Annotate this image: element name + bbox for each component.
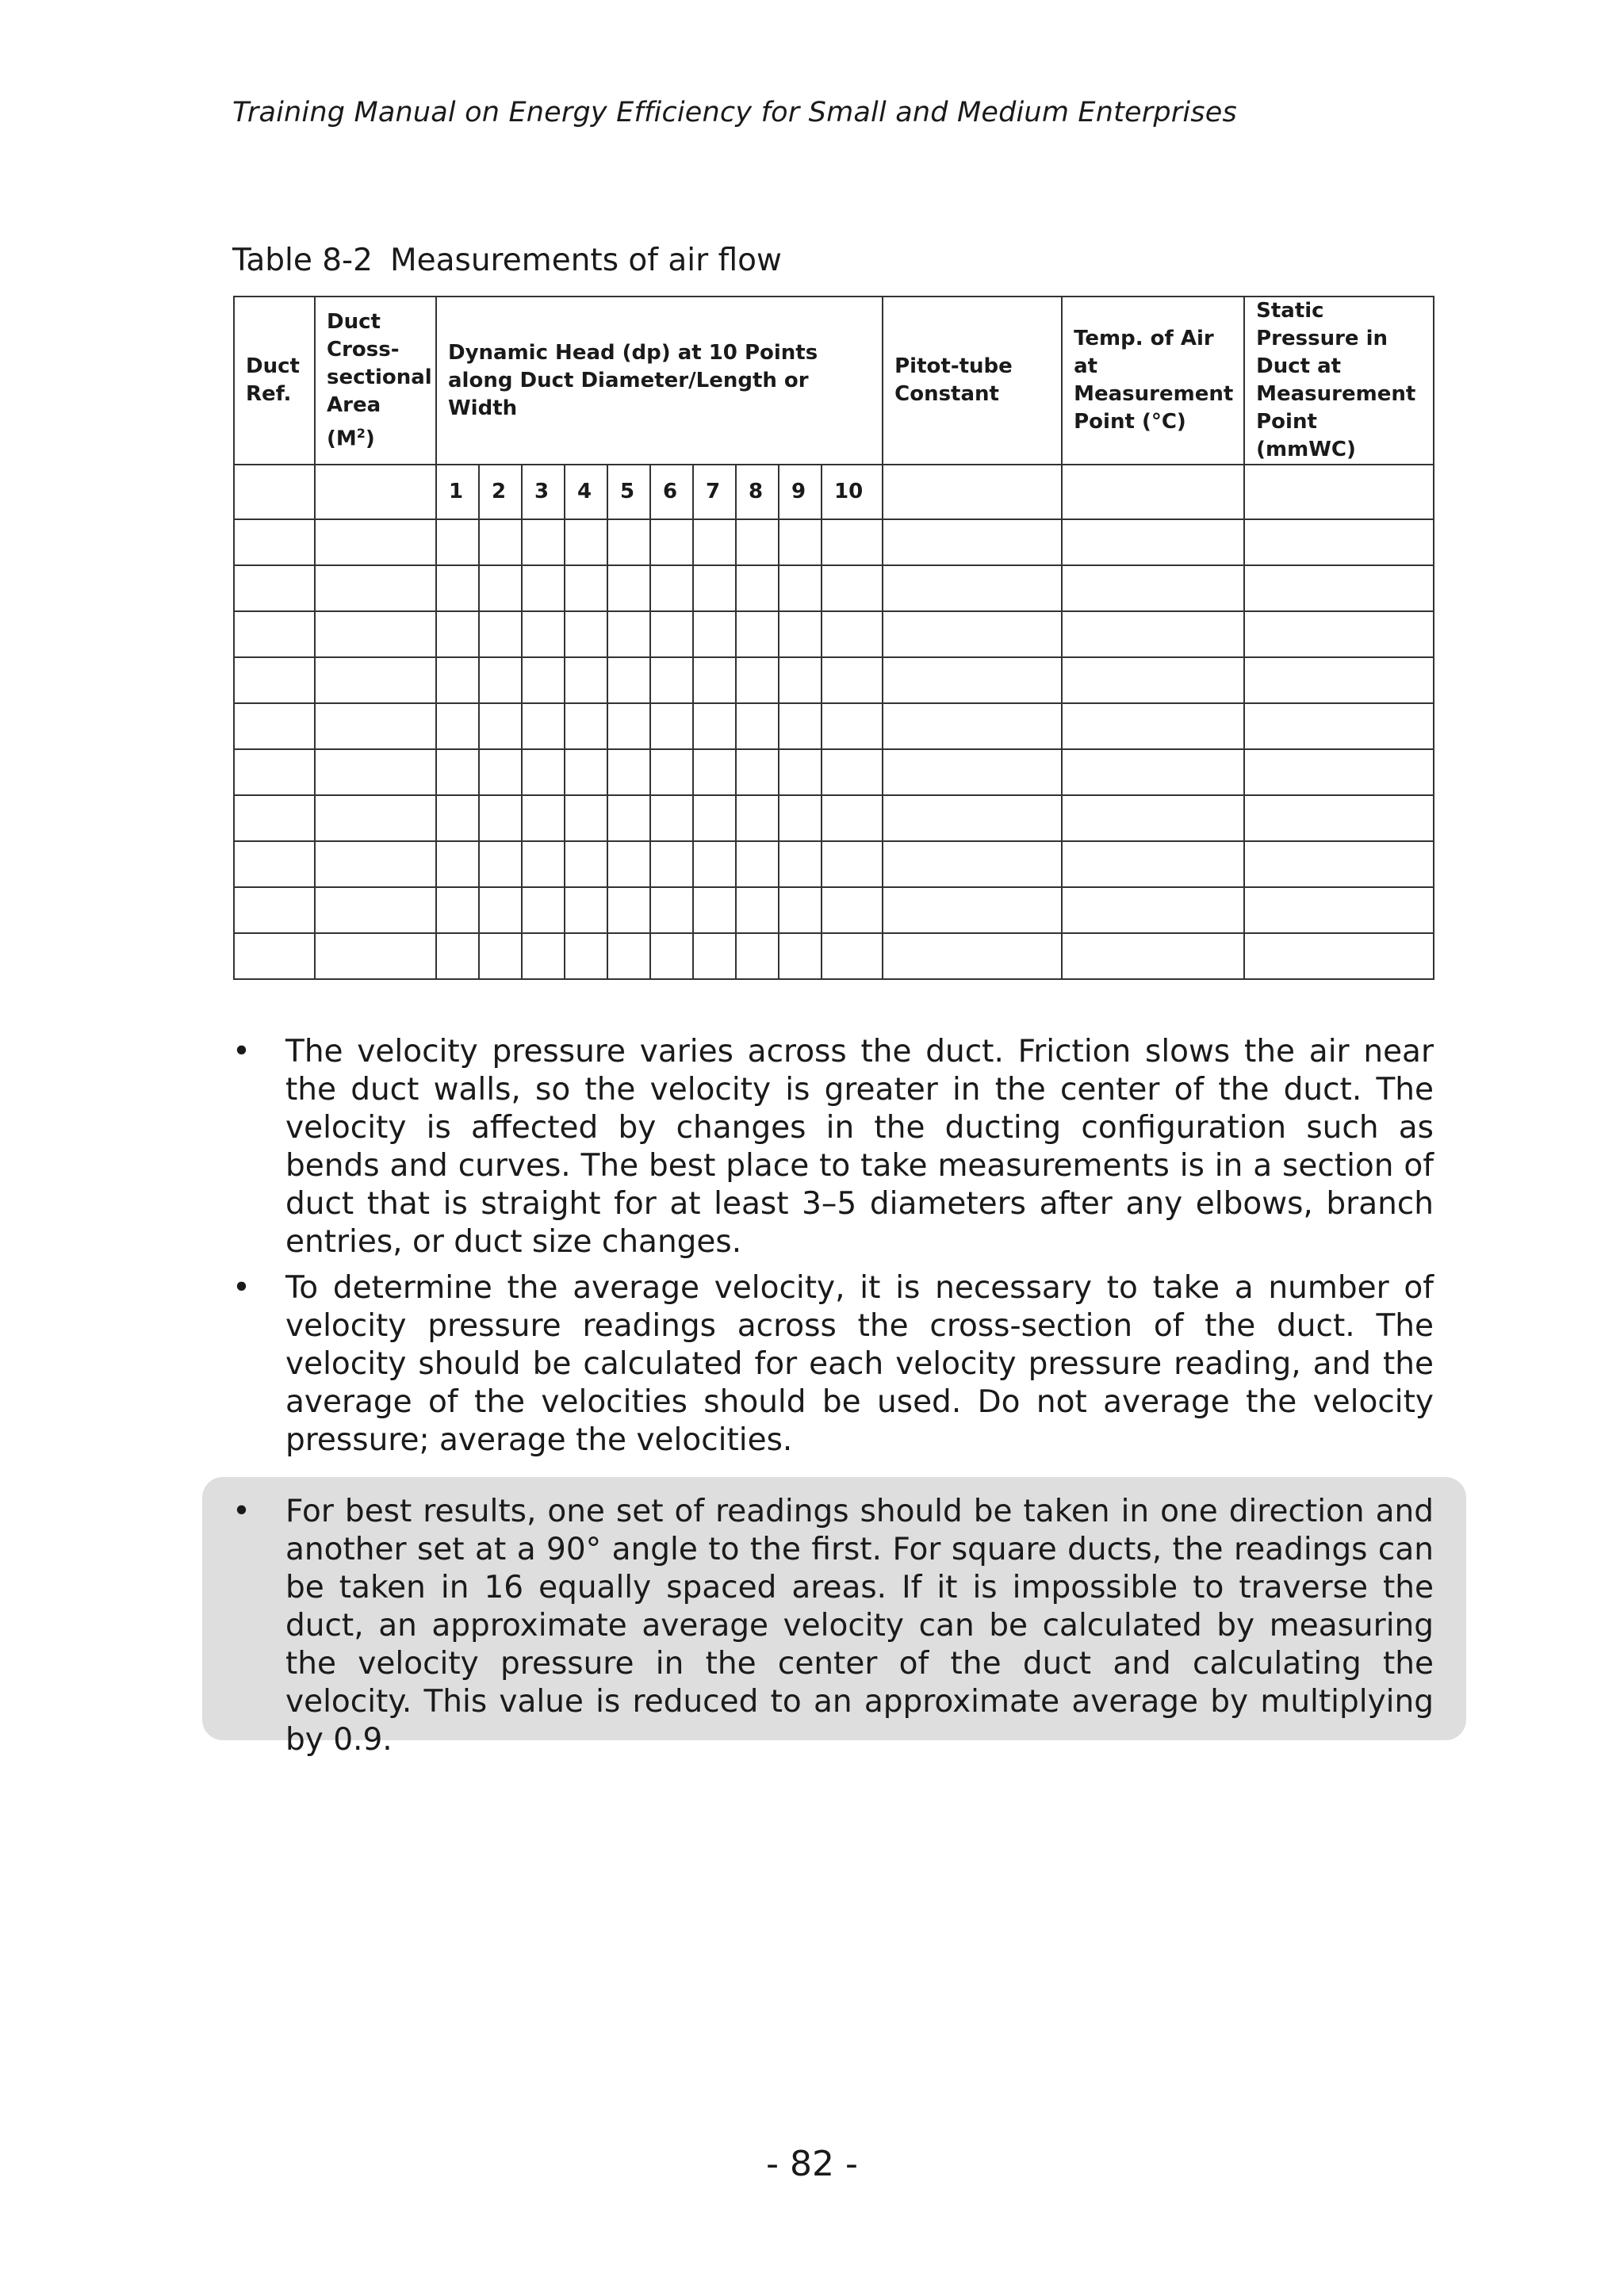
point-number-row: [234, 465, 1434, 519]
table-cell: [607, 611, 650, 657]
point-number: 2: [479, 465, 522, 519]
table-row: [234, 565, 1434, 611]
table-row: [234, 749, 1434, 795]
table-cell: [779, 749, 822, 795]
table-caption-number: Table 8-2: [232, 243, 373, 278]
table-cell: [565, 657, 607, 703]
table-cell: [607, 565, 650, 611]
bullet-list: [232, 1033, 1434, 1468]
table-cell: [693, 565, 736, 611]
table-cell: [883, 749, 1062, 795]
table-cell: [315, 465, 436, 519]
table-cell: [234, 749, 315, 795]
table-cell: [234, 565, 315, 611]
table-cell: [693, 611, 736, 657]
table-cell: [479, 611, 522, 657]
table-cell: [522, 887, 565, 933]
table-cell: [779, 841, 822, 887]
table-cell: [234, 703, 315, 749]
table-cell: [1244, 519, 1434, 565]
table-cell: [315, 657, 436, 703]
table-cell: [1062, 795, 1244, 841]
table-cell: [565, 611, 607, 657]
table-cell: [693, 657, 736, 703]
table-cell: [779, 703, 822, 749]
header-air-temperature: Temp. of Air at Measurement Point (°C): [1062, 297, 1244, 465]
point-number: 8: [736, 465, 779, 519]
table-cell: [1062, 841, 1244, 887]
table-cell: [522, 749, 565, 795]
table-cell: [234, 657, 315, 703]
table-cell: [822, 565, 883, 611]
table-cell: [234, 841, 315, 887]
table-cell: [315, 887, 436, 933]
table-cell: [650, 933, 693, 979]
table-cell: [436, 611, 479, 657]
table-cell: [1244, 841, 1434, 887]
point-number: 5: [607, 465, 650, 519]
table-cell: [1062, 887, 1244, 933]
table-cell: [779, 933, 822, 979]
table-cell: [607, 749, 650, 795]
table-cell: [315, 841, 436, 887]
table-cell: [479, 887, 522, 933]
point-number: 7: [693, 465, 736, 519]
table-row: [234, 795, 1434, 841]
table-cell: [883, 657, 1062, 703]
table-cell: [479, 749, 522, 795]
table-cell: [883, 841, 1062, 887]
page-number: - 82 -: [766, 2144, 858, 2184]
bullet-item: [232, 1033, 1434, 1261]
table-cell: [883, 703, 1062, 749]
table-cell: [315, 749, 436, 795]
bullet-item: [232, 1269, 1434, 1460]
table-cell: [822, 933, 883, 979]
table-cell: [822, 841, 883, 887]
header-area-line: Area: [327, 392, 381, 417]
table-cell: [1062, 519, 1244, 565]
table-cell: [607, 887, 650, 933]
table-cell: [736, 887, 779, 933]
table-cell: [1244, 465, 1434, 519]
table-cell: [650, 703, 693, 749]
table-cell: [315, 565, 436, 611]
table-row: [234, 519, 1434, 565]
table-cell: [436, 565, 479, 611]
table-cell: [650, 749, 693, 795]
header-dynamic-head: Dynamic Head (dp) at 10 Points along Duct Diameter/Length or Width: [436, 297, 883, 465]
table-cell: [822, 703, 883, 749]
header-area-unit-sup: 2: [356, 425, 366, 441]
table-cell: [522, 657, 565, 703]
table-cell: [779, 565, 822, 611]
table-cell: [779, 795, 822, 841]
table-cell: [436, 841, 479, 887]
table-cell: [234, 465, 315, 519]
point-number: 6: [650, 465, 693, 519]
header-cross-sectional-area: [315, 297, 436, 465]
table-cell: [436, 519, 479, 565]
bullet-dot: •: [232, 1270, 251, 1306]
table-cell: [693, 841, 736, 887]
table-cell: [1244, 565, 1434, 611]
table-cell: [883, 565, 1062, 611]
table-cell: [436, 657, 479, 703]
table-cell: [822, 657, 883, 703]
table-cell: [234, 933, 315, 979]
point-number: 4: [565, 465, 607, 519]
table-cell: [883, 887, 1062, 933]
bullet-dot: •: [232, 1034, 251, 1070]
table-cell: [234, 795, 315, 841]
table-cell: [693, 795, 736, 841]
table-cell: [650, 795, 693, 841]
table-cell: [607, 795, 650, 841]
table-cell: [565, 565, 607, 611]
table-cell: [522, 703, 565, 749]
table-cell: [479, 519, 522, 565]
table-cell: [693, 703, 736, 749]
table-cell: [1062, 611, 1244, 657]
table-cell: [436, 795, 479, 841]
table-cell: [883, 795, 1062, 841]
table-cell: [607, 657, 650, 703]
table-cell: [607, 519, 650, 565]
header-area-unit-close: ): [365, 427, 375, 451]
table-cell: [1244, 703, 1434, 749]
table-cell: [479, 703, 522, 749]
table-cell: [234, 519, 315, 565]
bullet-text: The velocity pressure varies across the duct. Friction slows the air near the duct walls, so the velocity is greater in the center of the duct. The velocity is affected by changes in the ducting configuration such as bends and curves. The best place to take measurements is in a section of duct that is straight for at least 3–5 diameters after any elbows, branch entries, or duct size changes.: [285, 1034, 1434, 1260]
table-cell: [650, 611, 693, 657]
table-cell: [436, 749, 479, 795]
table-cell: [822, 749, 883, 795]
table-cell: [736, 841, 779, 887]
table-cell: [479, 933, 522, 979]
table-cell: [693, 749, 736, 795]
header-pitot-constant: Pitot-tube Constant: [883, 297, 1062, 465]
table-cell: [522, 519, 565, 565]
table-cell: [736, 519, 779, 565]
table-cell: [822, 519, 883, 565]
table-cell: [522, 611, 565, 657]
point-number: 10: [822, 465, 883, 519]
table-cell: [234, 611, 315, 657]
bullet-text: To determine the average velocity, it is necessary to take a number of velocity pressure readings across the cross-section of the duct. The velocity should be calculated for each velocity pressure reading, and the average of the velocities should be used. Do not average the velocity pressure; average the velocities.: [285, 1270, 1434, 1458]
header-area-line: Cross-: [327, 337, 400, 362]
table-cell: [736, 565, 779, 611]
table-cell: [883, 611, 1062, 657]
header-area-line: Duct: [327, 309, 381, 334]
header-area-line: sectional: [327, 365, 432, 389]
table-cell: [315, 703, 436, 749]
table-cell: [315, 611, 436, 657]
table-caption-title: Measurements of air flow: [389, 243, 782, 278]
table-cell: [736, 795, 779, 841]
highlight-callout-box: [202, 1477, 1466, 1758]
bullet-dot: •: [232, 1494, 251, 1529]
table-cell: [779, 887, 822, 933]
table-row: [234, 887, 1434, 933]
table-cell: [779, 611, 822, 657]
table-cell: [883, 933, 1062, 979]
table-cell: [650, 519, 693, 565]
table-cell: [693, 933, 736, 979]
table-cell: [822, 795, 883, 841]
table-row: [234, 611, 1434, 657]
callout-bullet-text: For best results, one set of readings should be taken in one direction and another set at a 90° angle to the first. For square ducts, the readings can be taken in 16 equally spaced areas. If it is impossible to traverse the duct, an approximate average velocity can be calculated by measuring the velocity pressure in the center of the duct and calculating the velocity. This value is reduced to an approximate average by multiplying by 0.9.: [285, 1494, 1434, 1758]
header-area-unit: (M: [327, 427, 357, 451]
table-cell: [436, 933, 479, 979]
table-cell: [565, 795, 607, 841]
table-cell: [1244, 749, 1434, 795]
table-cell: [607, 703, 650, 749]
table-cell: [1244, 887, 1434, 933]
table-cell: [565, 703, 607, 749]
table-cell: [779, 657, 822, 703]
point-number: 9: [779, 465, 822, 519]
table-cell: [315, 795, 436, 841]
table-header-row: [234, 297, 1434, 465]
table-cell: [1062, 703, 1244, 749]
table-cell: [565, 841, 607, 887]
table-cell: [607, 933, 650, 979]
table-cell: [650, 841, 693, 887]
point-number: 1: [436, 465, 479, 519]
table-cell: [883, 519, 1062, 565]
table-cell: [522, 795, 565, 841]
table-cell: [693, 887, 736, 933]
table-cell: [234, 887, 315, 933]
table-cell: [1062, 657, 1244, 703]
table-cell: [436, 703, 479, 749]
table-cell: [565, 887, 607, 933]
table-cell: [736, 611, 779, 657]
table-cell: [650, 887, 693, 933]
table-cell: [1244, 933, 1434, 979]
table-caption: [232, 243, 782, 278]
table-cell: [315, 933, 436, 979]
table-cell: [315, 519, 436, 565]
table-cell: [736, 749, 779, 795]
table-row: [234, 657, 1434, 703]
table-cell: [736, 657, 779, 703]
table-cell: [736, 933, 779, 979]
table-cell: [607, 841, 650, 887]
table-body: [234, 519, 1434, 979]
table-cell: [565, 749, 607, 795]
callout-bullet-item: [232, 1493, 1434, 1759]
running-header: Training Manual on Energy Efficiency for Small and Medium Enterprises: [232, 97, 1237, 128]
airflow-measurement-table: [233, 296, 1434, 980]
table-row: [234, 841, 1434, 887]
table-cell: [1062, 465, 1244, 519]
table-cell: [479, 841, 522, 887]
table-cell: [883, 465, 1062, 519]
table-cell: [436, 887, 479, 933]
table-cell: [693, 519, 736, 565]
point-number: 3: [522, 465, 565, 519]
table-cell: [650, 565, 693, 611]
table-cell: [822, 887, 883, 933]
table-cell: [479, 795, 522, 841]
table-row: [234, 933, 1434, 979]
table-cell: [822, 611, 883, 657]
table-cell: [522, 565, 565, 611]
table-row: [234, 703, 1434, 749]
table-cell: [779, 519, 822, 565]
table-cell: [522, 841, 565, 887]
table-cell: [565, 519, 607, 565]
header-static-pressure: Static Pressure in Duct at Measurement Point (mmWC): [1244, 297, 1434, 465]
table-cell: [736, 703, 779, 749]
table-cell: [565, 933, 607, 979]
table-cell: [1244, 795, 1434, 841]
table-cell: [650, 657, 693, 703]
table-cell: [479, 565, 522, 611]
table-cell: [1244, 611, 1434, 657]
table-cell: [1062, 565, 1244, 611]
table-cell: [522, 933, 565, 979]
table-cell: [1062, 749, 1244, 795]
header-duct-ref: Duct Ref.: [234, 297, 315, 465]
table-cell: [479, 657, 522, 703]
table-cell: [1244, 657, 1434, 703]
table-cell: [1062, 933, 1244, 979]
